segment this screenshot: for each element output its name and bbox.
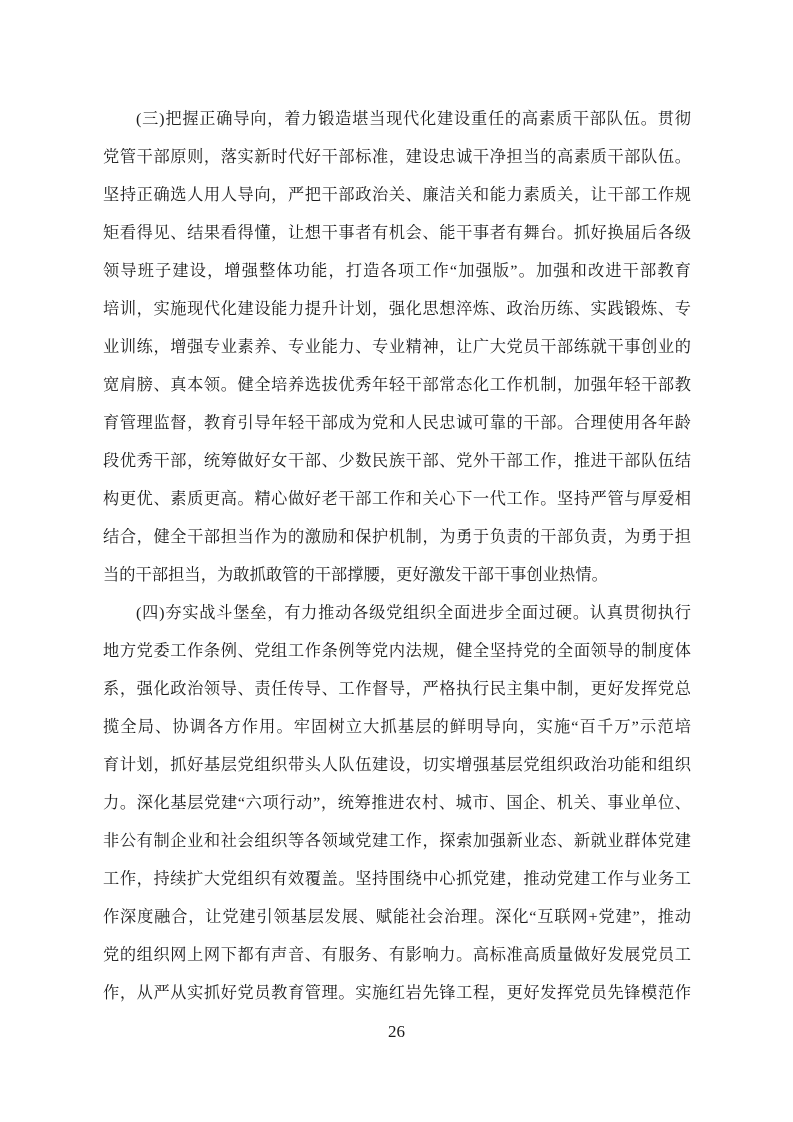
text-line: 段优秀干部，统筹做好女干部、少数民族干部、党外干部工作，推进干部队伍结 [103,452,691,470]
text-line: 揽全局、协调各方作用。牢固树立大抓基层的鲜明导向，实施“百千万”示范培 [103,718,691,736]
text-line: 当的干部担当，为敢抓敢管的干部撑腰，更好激发干部干事创业热情。 [103,566,608,584]
text-line: 宽肩膀、真本领。健全培养选拔优秀年轻干部常态化工作机制，加强年轻干部教 [103,376,691,394]
text-line: 作，从严从实抓好党员教育管理。实施红岩先锋工程，更好发挥党员先锋模范作 [103,984,691,1002]
text-line: 构更优、素质更高。精心做好老干部工作和关心下一代工作。坚持严管与厚爱相 [103,490,691,508]
page-number: 26 [388,1022,405,1041]
text-line: 育管理监督，教育引导年轻干部成为党和人民忠诚可靠的干部。合理使用各年龄 [103,414,691,432]
text-line: 结合，健全干部担当作为的激励和保护机制，为勇于负责的干部负责，为勇于担 [103,528,691,546]
document-body [103,100,691,1012]
text-line: 作深度融合，让党建引领基层发展、赋能社会治理。深化“互联网+党建”，推动 [103,908,691,926]
text-line: 培训，实施现代化建设能力提升计划，强化思想淬炼、政治历练、实践锻炼、专 [103,300,691,318]
paragraph [103,100,691,594]
text-line: 党的组织网上网下都有声音、有服务、有影响力。高标准高质量做好发展党员工 [103,946,691,964]
text-line: 业训练，增强专业素养、专业能力、专业精神，让广大党员干部练就干事创业的 [103,338,691,356]
text-line: 系，强化政治领导、责任传导、工作督导，严格执行民主集中制，更好发挥党总 [103,680,691,698]
text-line: (四)夯实战斗堡垒，有力推动各级党组织全面进步全面过硬。认真贯彻执行 [136,604,691,622]
text-line: 地方党委工作条例、党组工作条例等党内法规，健全坚持党的全面领导的制度体 [103,642,691,660]
text-line: 坚持正确选人用人导向，严把干部政治关、廉洁关和能力素质关，让干部工作规 [103,186,691,204]
text-line: 育计划，抓好基层党组织带头人队伍建设，切实增强基层党组织政治功能和组织 [103,756,691,774]
paragraph [103,594,691,1012]
text-line: 工作，持续扩大党组织有效覆盖。坚持围绕中心抓党建，推动党建工作与业务工 [103,870,691,888]
text-line: 非公有制企业和社会组织等各领域党建工作，探索加强新业态、新就业群体党建 [103,832,691,850]
text-line: 领导班子建设，增强整体功能，打造各项工作“加强版”。加强和改进干部教育 [103,262,691,280]
text-line: (三)把握正确导向，着力锻造堪当现代化建设重任的高素质干部队伍。贯彻 [136,110,691,128]
text-line: 力。深化基层党建“六项行动”，统筹推进农村、城市、国企、机关、事业单位、 [103,794,691,812]
text-line: 矩看得见、结果看得懂，让想干事者有机会、能干事者有舞台。抓好换届后各级 [103,224,691,242]
text-line: 党管干部原则，落实新时代好干部标准，建设忠诚干净担当的高素质干部队伍。 [103,148,691,166]
